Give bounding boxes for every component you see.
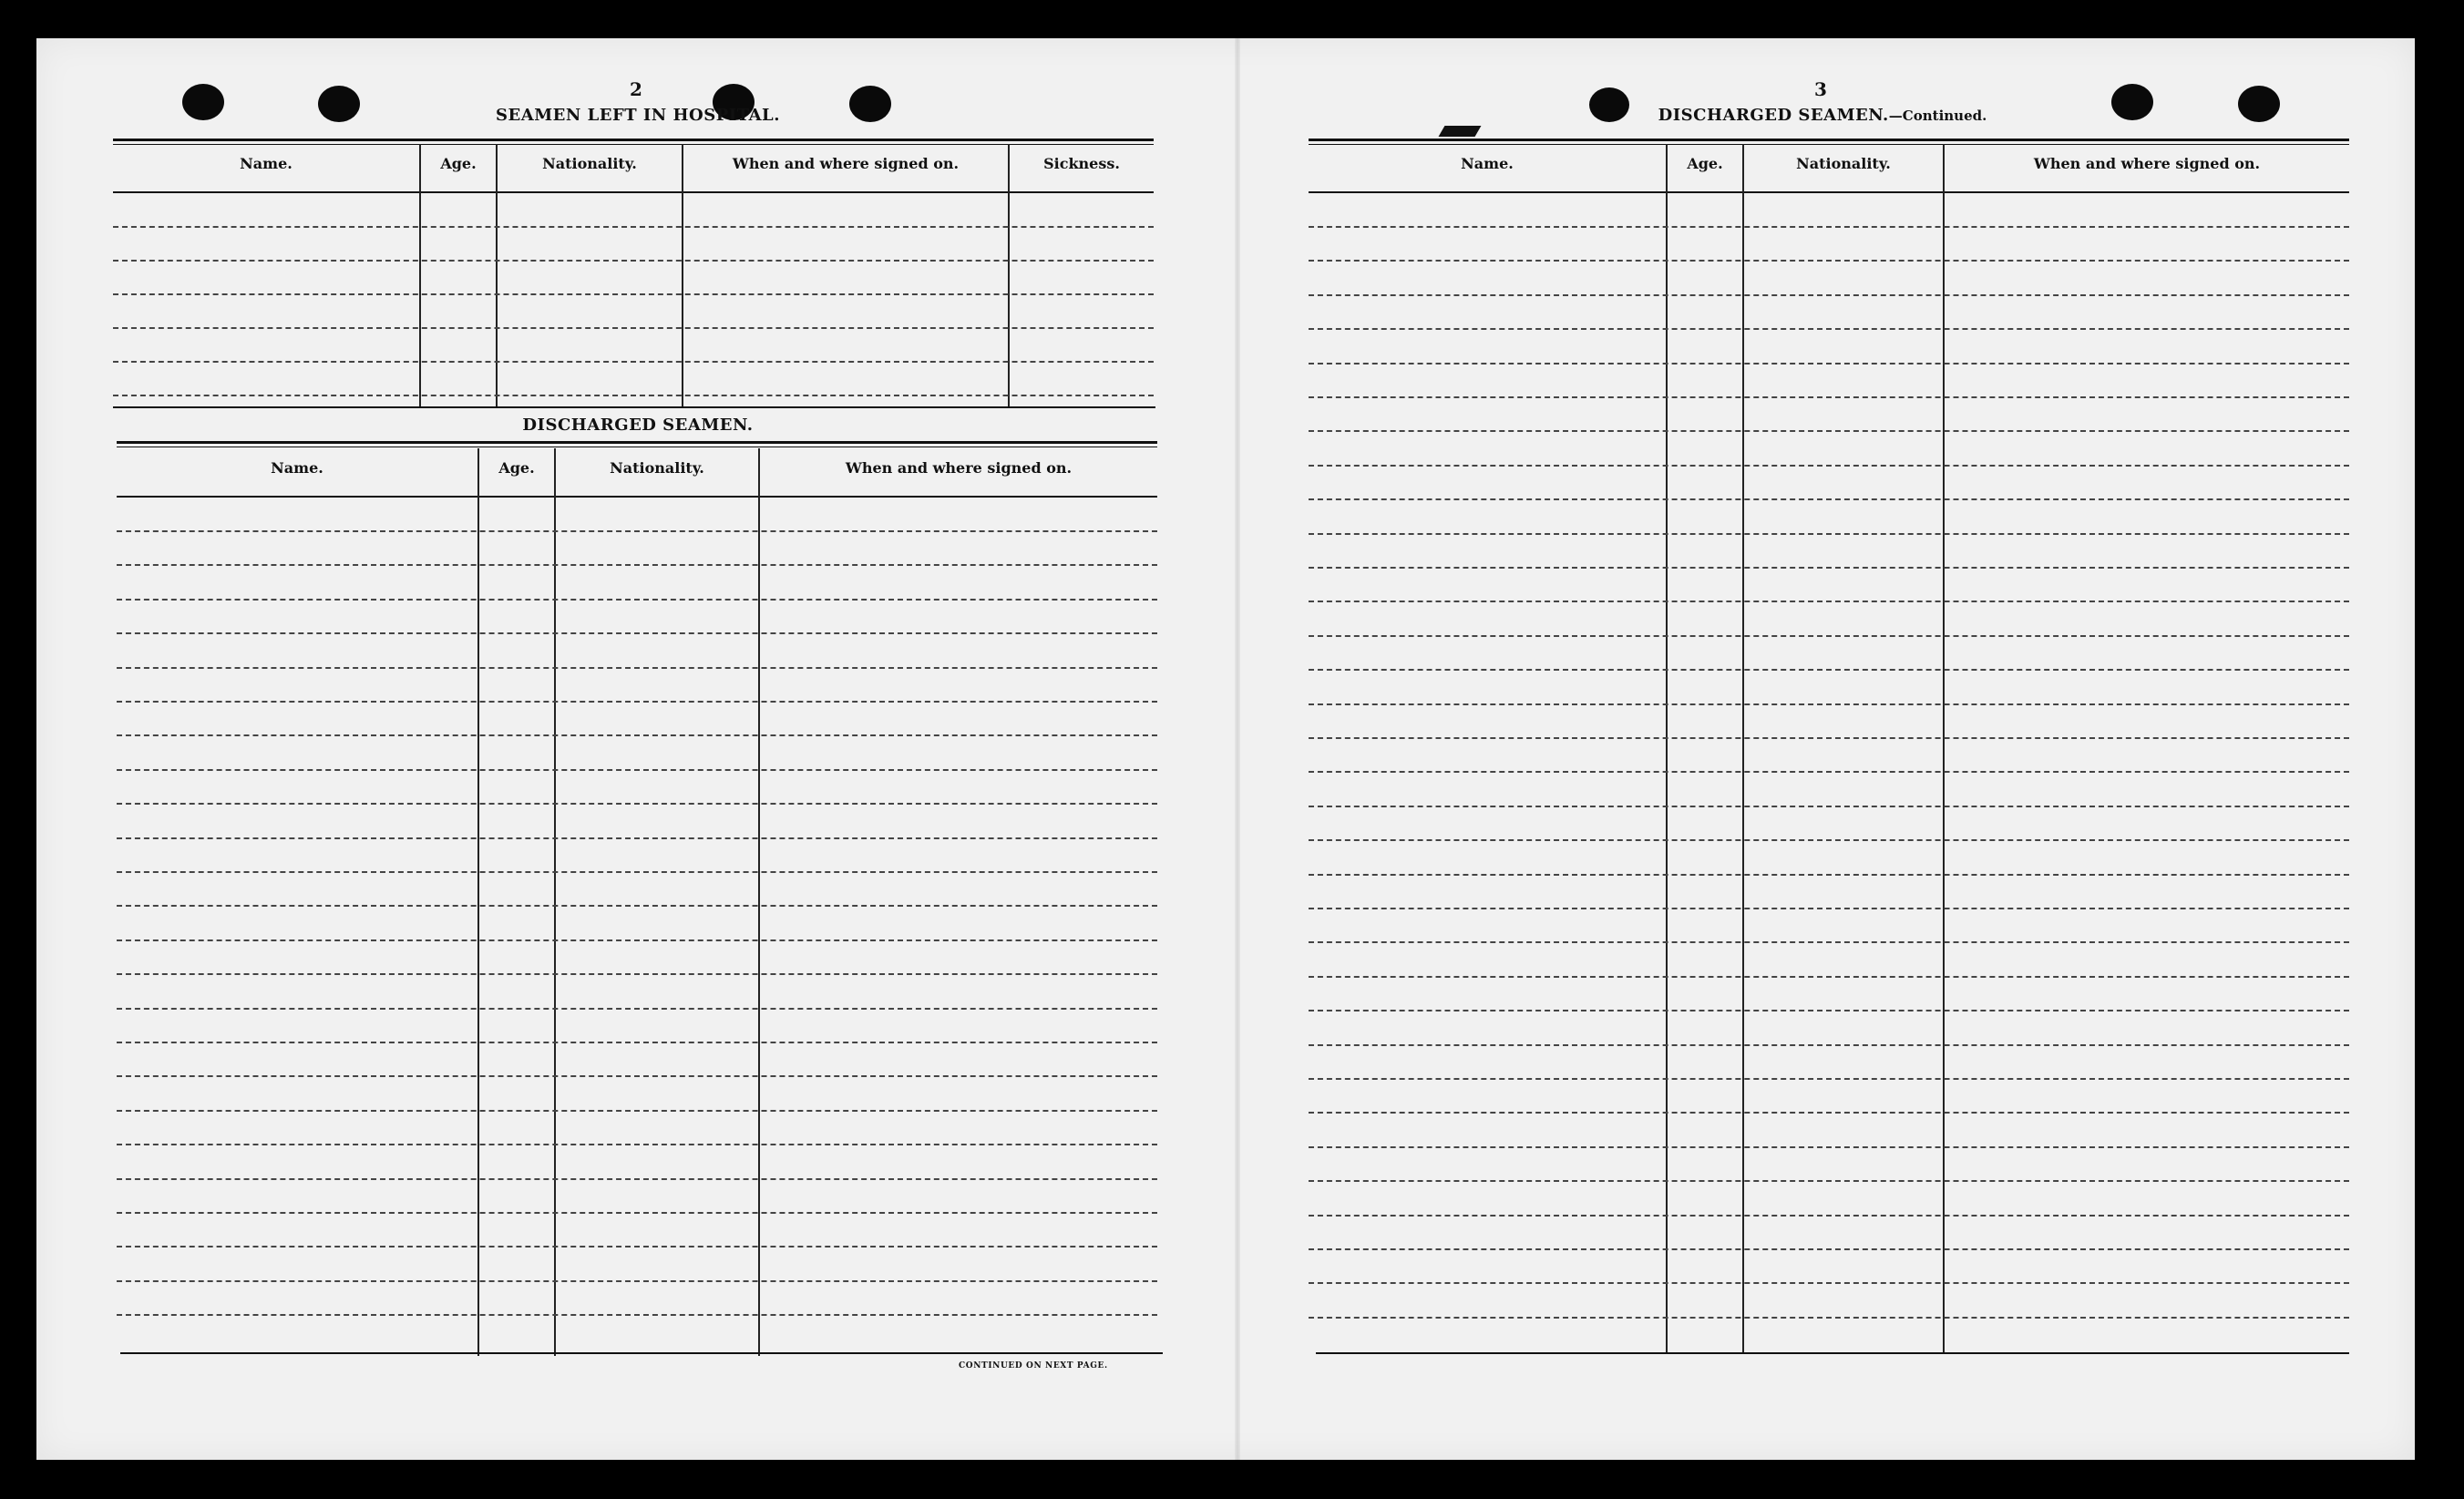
- ruled-line: [117, 1280, 1157, 1282]
- ruled-line: [117, 530, 1157, 532]
- page-number: 2: [630, 78, 642, 100]
- hospital-table: [113, 139, 1154, 412]
- ruled-line: [117, 1042, 1157, 1043]
- ruled-line: [1309, 1112, 2349, 1114]
- ruled-line: [1309, 976, 2349, 978]
- column-header-age: Age.: [440, 155, 477, 172]
- ruled-line: [117, 632, 1157, 634]
- punch-hole: [849, 86, 891, 122]
- punch-hole: [2238, 86, 2280, 122]
- ruled-line: [1309, 1248, 2349, 1250]
- ruled-line: [1309, 1282, 2349, 1284]
- ruled-line: [1309, 1078, 2349, 1080]
- continued-note: CONTINUED ON NEXT PAGE.: [959, 1361, 1108, 1371]
- ruled-line: [117, 1246, 1157, 1247]
- column-header-nationality: Nationality.: [1796, 155, 1891, 172]
- ruled-line: [1309, 533, 2349, 535]
- ruled-line: [1309, 737, 2349, 739]
- page-fold: [1235, 38, 1240, 1460]
- ruled-line: [1309, 1010, 2349, 1011]
- ruled-line: [1309, 465, 2349, 467]
- ruled-line: [1309, 363, 2349, 364]
- ruled-line: [1309, 839, 2349, 841]
- ruled-line: [1309, 806, 2349, 807]
- hospital-section-title: SEAMEN LEFT IN HOSPITAL.: [496, 106, 780, 125]
- ruled-line: [117, 701, 1157, 703]
- ruled-line: [117, 599, 1157, 601]
- ruled-line: [117, 1212, 1157, 1214]
- ruled-line: [1309, 567, 2349, 569]
- title-suffix: —Continued.: [1888, 108, 1987, 124]
- column-header-name: Name.: [271, 459, 323, 477]
- ruled-line: [1309, 669, 2349, 671]
- ruled-line: [117, 905, 1157, 907]
- punch-hole: [1589, 87, 1629, 122]
- ruled-line: [1309, 1044, 2349, 1046]
- ruled-line: [117, 939, 1157, 941]
- ruled-line: [117, 1144, 1157, 1145]
- ink-mark: [1439, 126, 1482, 137]
- column-header-name: Name.: [240, 155, 293, 172]
- ruled-line: [1309, 771, 2349, 773]
- column-header-nationality: Nationality.: [610, 459, 704, 477]
- ruled-line: [117, 837, 1157, 839]
- ruled-line: [1309, 260, 2349, 262]
- table-bottom-rule: [1316, 1352, 2349, 1354]
- column-header-age: Age.: [1687, 155, 1723, 172]
- ruled-line: [1309, 703, 2349, 705]
- page-number: 3: [1814, 78, 1827, 100]
- punch-hole: [318, 86, 360, 122]
- ruled-line: [1309, 874, 2349, 876]
- ruled-line: [1309, 396, 2349, 398]
- ruled-line: [117, 1314, 1157, 1316]
- divider: [113, 406, 1155, 408]
- punch-hole: [2111, 84, 2153, 120]
- ruled-line: [1309, 1146, 2349, 1148]
- ruled-line: [1309, 498, 2349, 500]
- ruled-line: [117, 973, 1157, 975]
- ruled-line: [117, 803, 1157, 805]
- ruled-line: [117, 734, 1157, 736]
- discharged-table-left: [117, 441, 1157, 1352]
- ruled-line: [1309, 941, 2349, 943]
- discharged-table-right: [1309, 139, 2349, 1350]
- ruled-line: [1309, 226, 2349, 228]
- ruled-line: [117, 1178, 1157, 1180]
- column-header-age: Age.: [498, 459, 535, 477]
- ruled-line: [1309, 294, 2349, 296]
- ruled-line: [1309, 430, 2349, 432]
- column-header-nationality: Nationality.: [542, 155, 637, 172]
- ruled-line: [117, 1110, 1157, 1112]
- table-bottom-rule: [120, 1352, 1163, 1354]
- ruled-line: [1309, 328, 2349, 330]
- column-header-when-where: When and where signed on.: [2033, 155, 2261, 172]
- ruled-line: [1309, 635, 2349, 637]
- ruled-line: [117, 667, 1157, 669]
- ruled-line: [117, 871, 1157, 873]
- ruled-line: [117, 1008, 1157, 1010]
- ruled-line: [117, 1075, 1157, 1077]
- ruled-line: [1309, 1215, 2349, 1217]
- punch-hole: [182, 84, 224, 120]
- ruled-line: [117, 769, 1157, 771]
- title-text: DISCHARGED SEAMEN.: [1658, 106, 1889, 125]
- discharged-continued-title: [1631, 106, 2014, 125]
- ruled-line: [1309, 601, 2349, 602]
- discharged-section-title: DISCHARGED SEAMEN.: [522, 416, 754, 435]
- ruled-line: [1309, 908, 2349, 909]
- column-header-name: Name.: [1461, 155, 1514, 172]
- column-header-sickness: Sickness.: [1043, 155, 1120, 172]
- column-header-when-where: When and where signed on.: [845, 459, 1073, 477]
- ruled-line: [1309, 1317, 2349, 1319]
- ruled-line: [1309, 1180, 2349, 1182]
- ruled-line: [117, 564, 1157, 566]
- column-header-when-where: When and where signed on.: [732, 155, 960, 172]
